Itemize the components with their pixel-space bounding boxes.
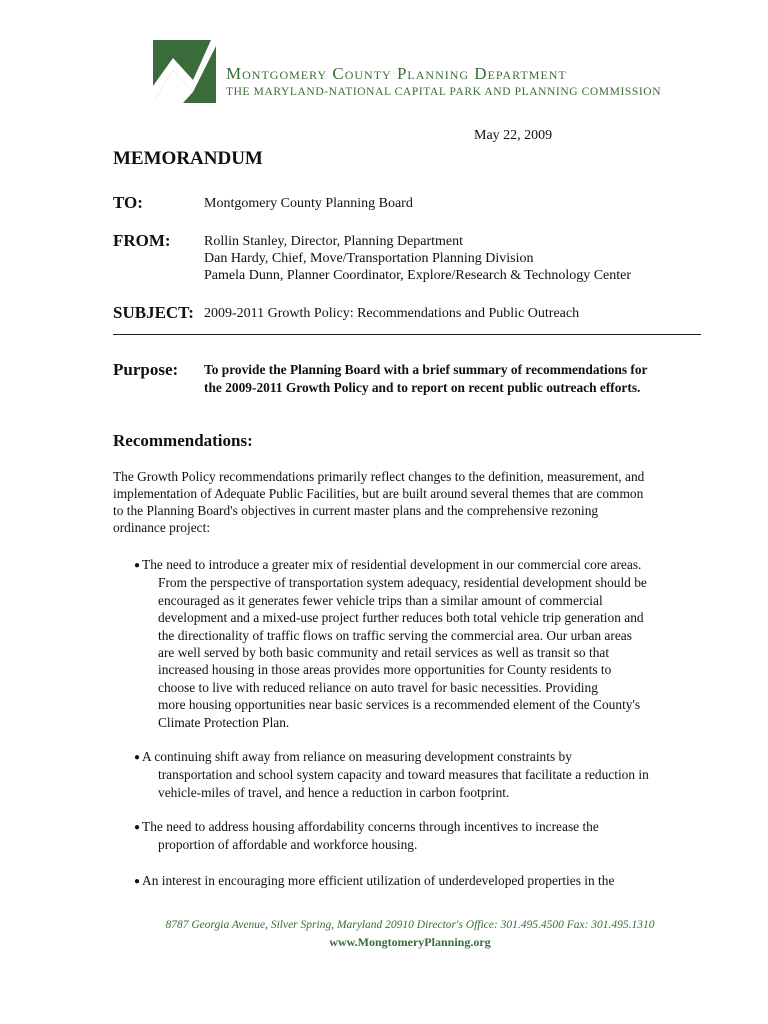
bullet-line: are well served by both basic community and retail services as well as transit so that: [158, 645, 610, 661]
recommendations-heading: Recommendations:: [113, 431, 253, 450]
from-line: Pamela Dunn, Planner Coordinator, Explore/Research & Technology Center: [204, 268, 632, 283]
to-value: Montgomery County Planning Board: [204, 196, 413, 211]
bullet-line: proportion of affordable and workforce housing.: [158, 837, 418, 853]
bullet-line: From the perspective of transportation system adequacy, residential development should be: [158, 575, 647, 591]
from-line: Dan Hardy, Chief, Move/Transportation Planning Division: [204, 251, 534, 266]
bullet-icon: ●: [134, 560, 141, 571]
from-label: FROM:: [113, 231, 171, 250]
from-line: Rollin Stanley, Director, Planning Department: [204, 234, 464, 249]
bullet-icon: ●: [134, 822, 141, 833]
purpose-line: the 2009-2011 Growth Policy and to report on recent public outreach efforts.: [204, 380, 641, 395]
intro-line: to the Planning Board's objectives in current master plans and the comprehensive rezoning: [113, 503, 599, 518]
bullet-line: the directionality of traffic flows on traffic serving the commercial area. Our urban areas: [158, 627, 632, 643]
bullet-icon: ●: [134, 752, 141, 763]
bullet-item: [134, 872, 724, 890]
bullet-line: choose to live with reduced reliance on auto travel for basic necessities. Providing: [158, 679, 598, 695]
from-lines: [204, 233, 631, 284]
intro-line: implementation of Adequate Public Facilities, but are built around several themes that are common: [113, 486, 644, 501]
memo-title: MEMORANDUM: [113, 148, 263, 169]
org-subtitle: THE MARYLAND-NATIONAL CAPITAL PARK AND PLANNING COMMISSION: [226, 86, 662, 98]
bullet-item: [134, 818, 724, 854]
intro-line: The Growth Policy recommendations primarily reflect changes to the definition, measurement, and: [113, 469, 645, 484]
subject-rule: [113, 334, 701, 335]
recommendations-intro: [113, 468, 723, 536]
purpose-line: To provide the Planning Board with a brief summary of recommendations for: [204, 362, 648, 377]
to-label: TO:: [113, 193, 143, 212]
subject-value: 2009-2011 Growth Policy: Recommendations and Public Outreach: [204, 306, 580, 321]
bullet-icon: ●: [134, 876, 141, 887]
bullet-line: An interest in encouraging more efficient utilization of underdeveloped properties in the: [142, 873, 615, 888]
bullet-line: transportation and school system capacity and toward measures that facilitate a reduction in: [158, 767, 649, 783]
org-name: Montgomery County Planning Department: [226, 64, 567, 83]
intro-line: ordinance project:: [113, 520, 211, 535]
purpose-label: Purpose:: [113, 360, 179, 379]
purpose-text: [204, 361, 724, 397]
bullet-line: vehicle-miles of travel, and hence a reduction in carbon footprint.: [158, 784, 510, 800]
footer-address: 8787 Georgia Avenue, Silver Spring, Maryland 20910 Director's Office: 301.495.4500 Fax: 301.495.1310: [165, 919, 655, 931]
bullet-item: [134, 748, 724, 801]
bullet-line: development and a mixed-use project further reduces both total vehicle trip generation and: [158, 610, 644, 626]
bullet-line: The need to address housing affordability concerns through incentives to increase the: [142, 819, 599, 834]
subject-label: SUBJECT:: [113, 303, 194, 322]
memo-date: May 22, 2009: [474, 128, 553, 143]
bullet-item: [134, 556, 724, 731]
footer-website-link[interactable]: www.MongtomeryPlanning.org: [329, 935, 491, 949]
bullet-line: A continuing shift away from reliance on measuring development constraints by: [142, 749, 572, 764]
mcpd-logo-icon: [153, 40, 216, 103]
bullet-line: increased housing in those areas provides more opportunities for County residents to: [158, 662, 612, 678]
bullet-line: Climate Protection Plan.: [158, 714, 290, 730]
bullet-line: encouraged as it generates fewer vehicle trips than a similar amount of commercial: [158, 592, 603, 608]
bullet-line: more housing opportunities near basic services is a recommended element of the County's: [158, 697, 641, 713]
bullet-line: The need to introduce a greater mix of residential development in our commercial core areas.: [142, 557, 642, 572]
